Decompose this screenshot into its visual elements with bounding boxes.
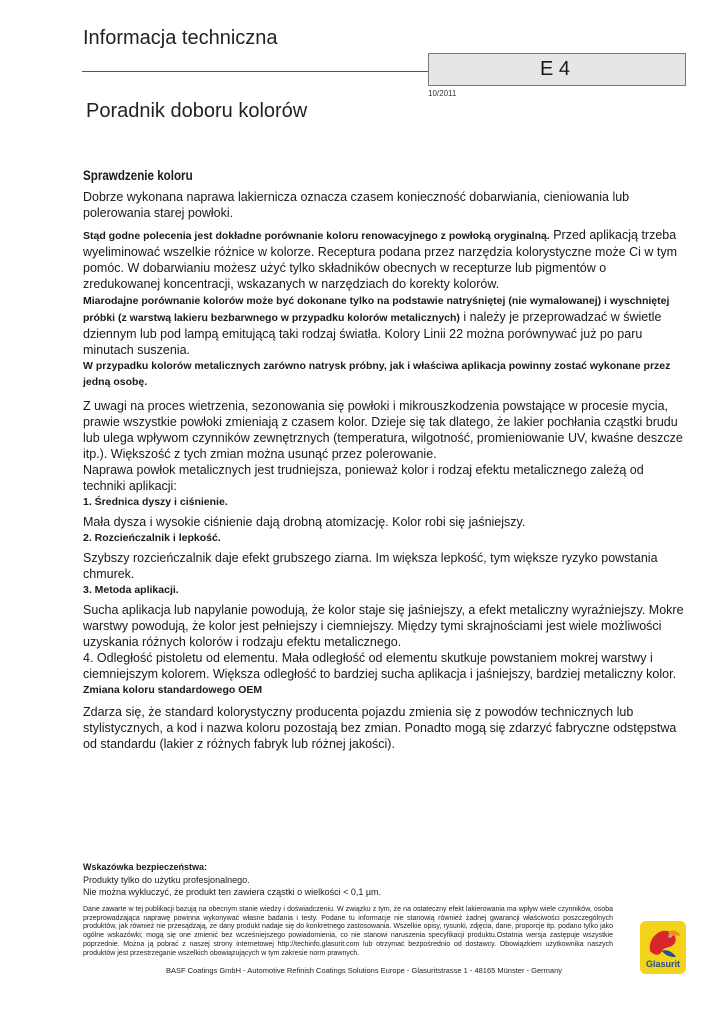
- subheading-oem: Zmiana koloru standardowego OEM: [83, 684, 263, 696]
- logo-text: Glasurit: [645, 959, 681, 969]
- main-content: [83, 168, 685, 752]
- subheading-thinner: 2. Rozcieńczalnik i lepkość.: [83, 532, 221, 544]
- safety-heading: Wskazówka bezpieczeństwa:: [83, 862, 208, 872]
- safety-note: [83, 861, 623, 899]
- document-date: 10/2011: [428, 89, 457, 98]
- paragraph-sample: [83, 292, 685, 358]
- paragraph-metallic-repair: Naprawa powłok metalicznych jest trudniejsza, ponieważ kolor i rodzaj efektu metalicznego zależą od techniki aplikacji:: [83, 463, 644, 493]
- subheading-nozzle: 1. Średnica dyszy i ciśnienie.: [83, 496, 228, 508]
- paragraph-intro: Dobrze wykonana naprawa lakiernicza oznacza czasem konieczność dobarwiania, cieniowania lub polerowania starej powłoki.: [83, 190, 630, 220]
- safety-line-1: Produkty tylko do użytku profesjonalnego.: [83, 874, 250, 885]
- text-thinner: Szybszy rozcieńczalnik daje efekt grubszego ziarna. Im większa lepkość, tym większe ryzyko powstania chmurek.: [83, 551, 658, 581]
- document-code-box: E 4: [428, 53, 686, 86]
- text-distance: 4. Odległość pistoletu od elementu. Mała odległość od elementu skutkuje powstaniem mokrej warstwy i ciemniejszym kolorem. Większa odległość to bardziej sucha aplikacja i jaśniejszy, bardziej metaliczny kolor.: [83, 651, 677, 681]
- section-heading-color-check: Sprawdzenie koloru: [83, 168, 193, 183]
- text-method: Sucha aplikacja lub napylanie powodują, że kolor staje się jaśniejszy, a efekt metaliczny wyraźniejszy. Mokre warstwy powodują, że kolor jest pełniejszy i ciemniejszy. Między tymi skrajnościami jest wiele możliwości uzyskania różnych kolorów i rodzaju efektu metalicznego.: [83, 603, 684, 649]
- paragraph-sample-text: i należy je przeprowadzać w świetle dziennym lub pod lampą emitującą taki rodzaj światła. Kolory Linii 22 można porównywać już po paru minutach suszenia.: [83, 310, 662, 357]
- paragraph-sample-bold: Miarodajne porównanie kolorów może być dokonane tylko na podstawie natryśniętej (nie wymalowanej) i wyschniętej próbki (z warstwą lakieru bezbarwnego w przypadku kolorów metalicznych): [83, 295, 670, 324]
- text-nozzle: Mała dysza i wysokie ciśnienie dają drobną atomizację. Kolor robi się jaśniejszy.: [83, 515, 526, 529]
- paragraph-comparison-text: Przed aplikacją trzeba wyeliminować wszelkie różnice w kolorze. Receptura podana przez narzędzia kolorystyczne może Ci w tym pomóc. W dobarwianiu możesz użyć tylko składników obecnych w recepturze lub pigmentów o zredukowanej koncentracji, wskazanych w narzędziach do korekty kolorów.: [83, 228, 677, 291]
- parrot-logo-icon: [640, 921, 686, 974]
- paragraph-weathering: Z uwagi na proces wietrzenia, sezonowania się powłoki i mikrouszkodzenia powstające w procesie mycia, prawie wszystkie powłoki zmieniają z czasem kolor. Dzieje się tak dlatego, że lakier pochłania cząstki brudu lub ulega wpływom czynników zewnętrznych (temperatura, wilgotność, promieniowanie UV, kwaśne deszcze itp.). Większość z tych zmian można usunąć przez polerowanie.: [83, 399, 683, 461]
- subheading-method: 3. Metoda aplikacji.: [83, 584, 179, 596]
- glasurit-logo: [640, 921, 686, 974]
- paragraph-metallic-note: W przypadku kolorów metalicznych zarówno natrysk próbny, jak i właściwa aplikacja powinny zostać wykonane przez jedną osobę.: [83, 360, 671, 388]
- paragraph-comparison-bold: Stąd godne polecenia jest dokładne porównanie koloru renowacyjnego z powłoką oryginalną.: [83, 230, 550, 242]
- paragraph-comparison: [83, 227, 685, 292]
- safety-line-2: Nie można wykluczyć, że produkt ten zawiera cząstki o wielkości < 0,1 µm.: [83, 887, 382, 897]
- header-title: Informacja techniczna: [83, 27, 278, 49]
- text-oem: Zdarza się, że standard kolorystyczny producenta pojazdu zmienia się z powodów technicznych lub stylistycznych, a kod i nazwa koloru pozostają bez zmian. Ponadto mogą się zdarzyć fabryczne odstępstwa od standardu (lakier z różnych fabryk lub różnej jakości).: [83, 705, 677, 751]
- header-divider: [82, 71, 428, 72]
- document-title: Poradnik doboru kolorów: [86, 100, 308, 122]
- footer-address: BASF Coatings GmbH - Automotive Refinish Coatings Solutions Europe - Glasuritstrasse 1 - 48165 Münster - Germany: [165, 966, 562, 975]
- disclaimer-text: Dane zawarte w tej publikacji bazują na obecnym stanie wiedzy i doświadczeniu. W związku z tym, że na ostateczny efekt lakierowania ma wpływ wiele czynników, osoba przeprowadzająca naprawę powinna wykonywać własne badania i testy. Podane tu informacje nie stanowią również żadnej gwarancji właściwości poszczególnych produktów, jak również nie przesądzają, że dany produkt nadaje się do konkretnego zastosowania. Wszelkie opisy, rysunki, zdjęcia, dane, proporcje itp. podano tylko jako ogólne wskazówki; mogą się one zmienić bez wcześniejszego powiadomienia, co nie stanowi naruszenia specyfikacji produktu.Ostatnia wersja zastępuje wszystkie poprzednie. Można ją pobrać z naszej strony internetowej http://techinfo.glasurit.com lub otrzymać bezpośrednio od dostawcy. Obowiązkiem użytkownika naszych produktów jest przestrzeganie wszelkich obowiązujących w tym zakresie norm prawnych.: [83, 906, 613, 957]
